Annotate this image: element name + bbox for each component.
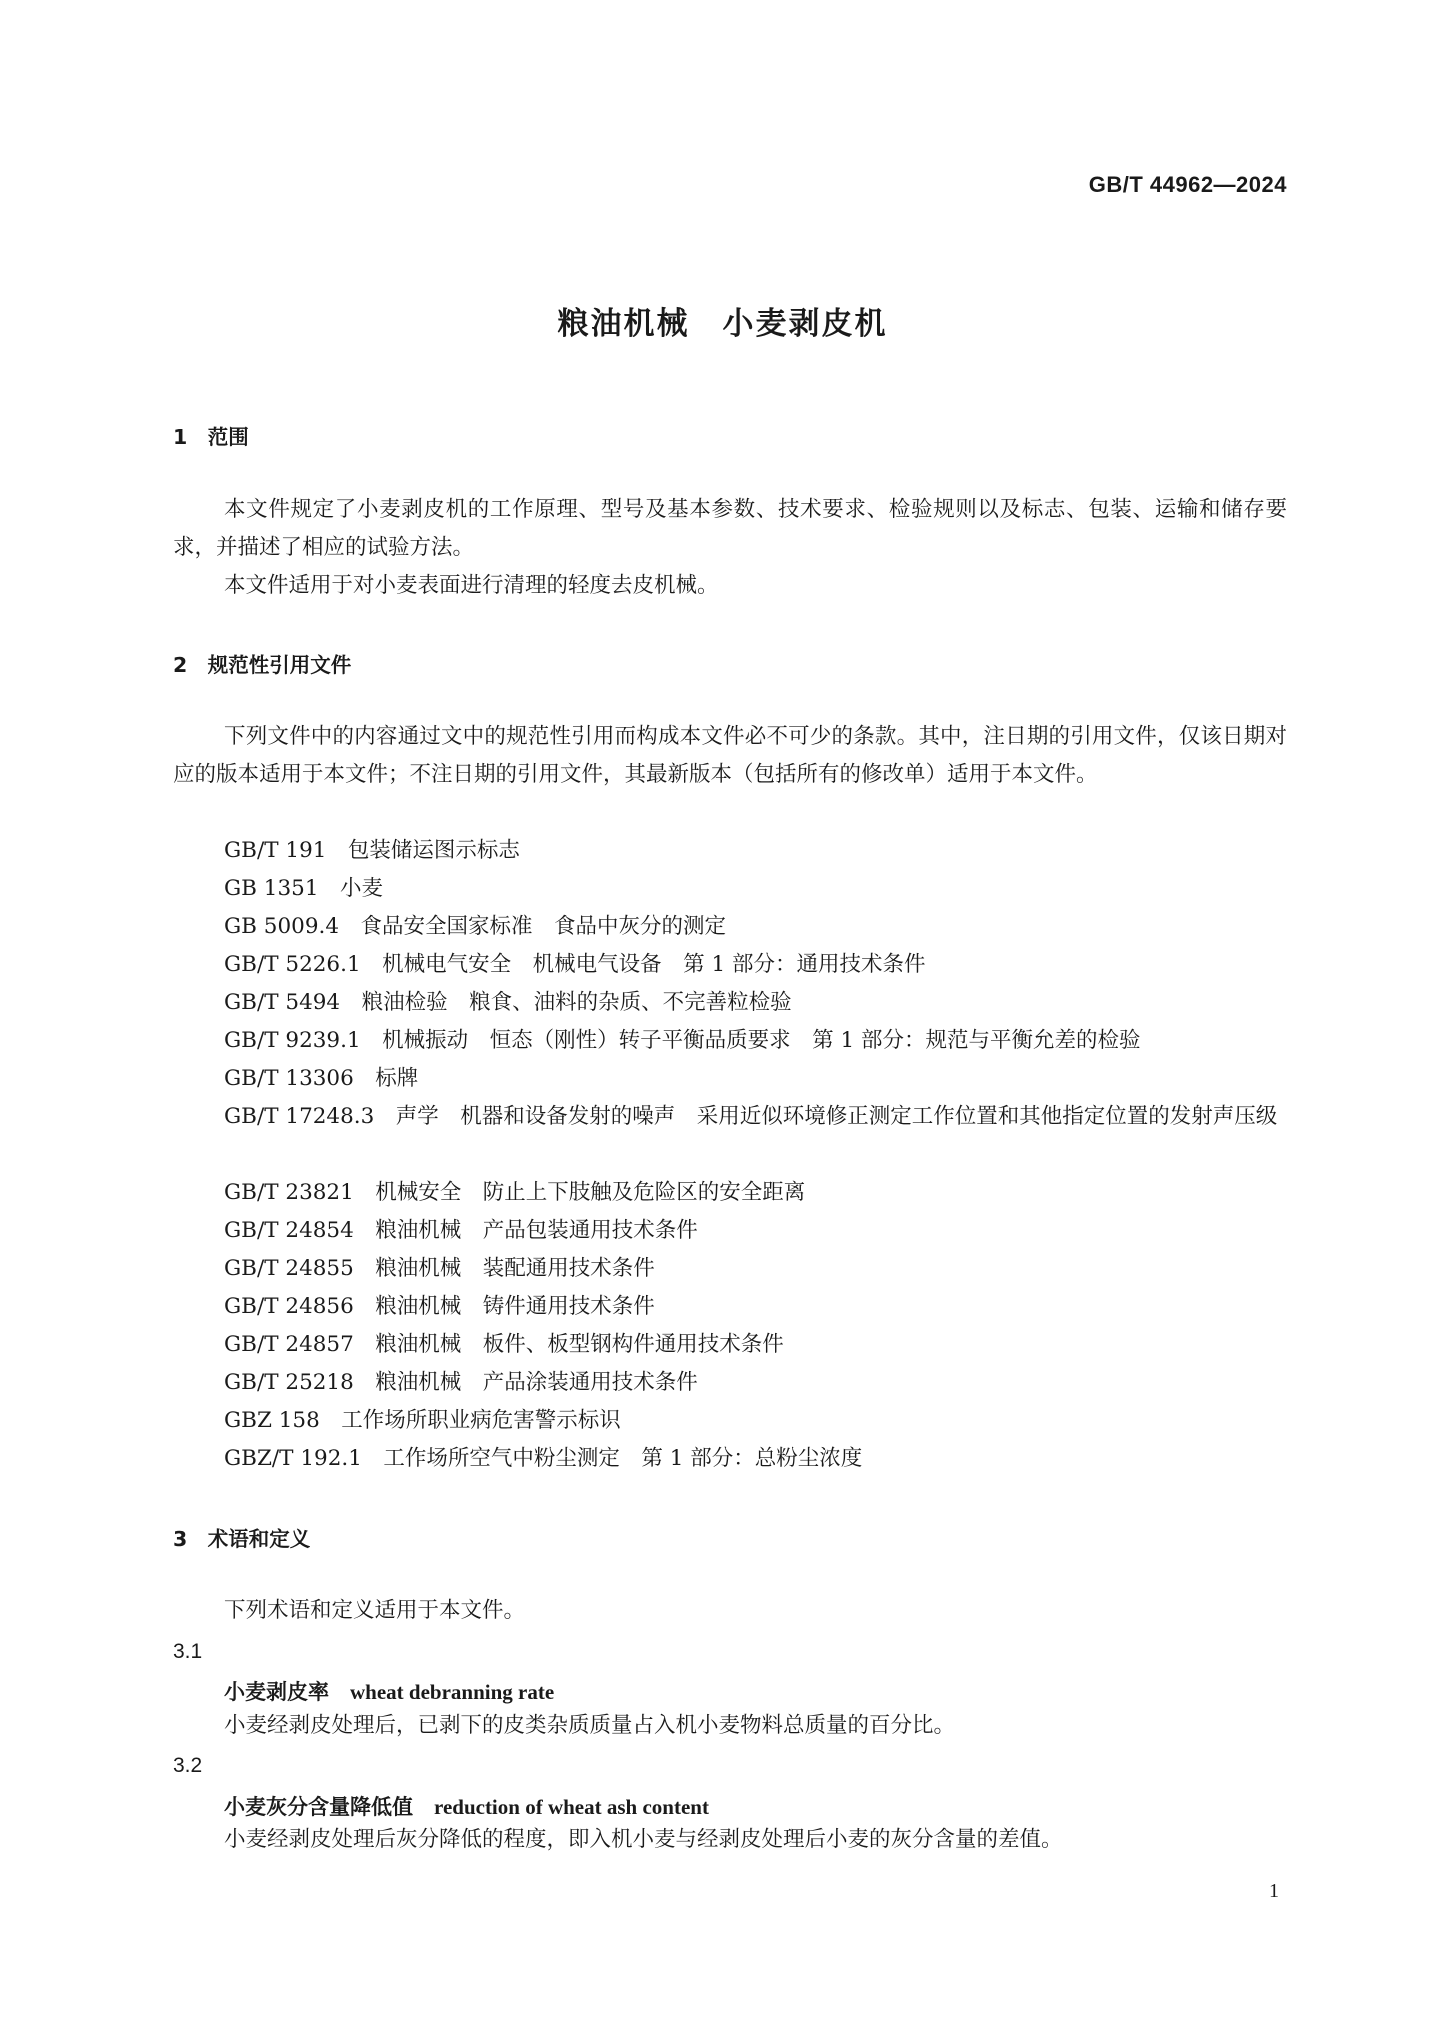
term-name-english: reduction of wheat ash content: [434, 1795, 709, 1819]
reference-item: GB/T 9239.1 机械振动 恒态（刚性）转子平衡品质要求 第 1 部分：规范与平衡允差的检验: [224, 1028, 1141, 1053]
scope-paragraph-2: 本文件适用于对小麦表面进行清理的轻度去皮机械。: [224, 573, 719, 598]
term-definition: 小麦经剥皮处理后灰分降低的程度，即入机小麦与经剥皮处理后小麦的灰分含量的差值。: [224, 1827, 1063, 1852]
scope-paragraph-1: 本文件规定了小麦剥皮机的工作原理、型号及基本参数、技术要求、检验规则以及标志、包装、运输和储存要求，并描述了相应的试验方法。: [173, 497, 1287, 560]
standard-code: GB/T 44962—2024: [1088, 172, 1287, 197]
term-name-english: wheat debranning rate: [350, 1680, 555, 1704]
term-name: [224, 1791, 709, 1821]
terms-intro: 下列术语和定义适用于本文件。: [224, 1598, 526, 1623]
reference-item: GB/T 191 包装储运图示标志: [224, 838, 520, 863]
reference-item: GB/T 13306 标牌: [224, 1066, 419, 1091]
reference-item: GB/T 5226.1 机械电气安全 机械电气设备 第 1 部分：通用技术条件: [224, 952, 926, 977]
reference-item: GBZ/T 192.1 工作场所空气中粉尘测定 第 1 部分：总粉尘浓度: [224, 1446, 863, 1471]
reference-item: GBZ 158 工作场所职业病危害警示标识: [224, 1408, 621, 1433]
normative-references-intro: 下列文件中的内容通过文中的规范性引用而构成本文件必不可少的条款。其中，注日期的引用文件，仅该日期对应的版本适用于本文件；不注日期的引用文件，其最新版本（包括所有的修改单）适用于本文件。: [173, 724, 1287, 787]
term-number: 3.1: [173, 1640, 203, 1663]
reference-item: GB/T 5494 粮油检验 粮食、油料的杂质、不完善粒检验: [224, 990, 792, 1015]
reference-item: GB/T 24854 粮油机械 产品包装通用技术条件: [224, 1218, 698, 1243]
term-definition: 小麦经剥皮处理后，已剥下的皮类杂质质量占入机小麦物料总质量的百分比。: [224, 1713, 956, 1738]
reference-item: GB/T 17248.3 声学 机器和设备发射的噪声 采用近似环境修正测定工作位置和其他指定位置的发射声压级: [224, 1104, 1278, 1129]
term-name: [224, 1676, 554, 1706]
reference-item: GB 1351 小麦: [224, 876, 384, 901]
reference-item: GB/T 23821 机械安全 防止上下肢触及危险区的安全距离: [224, 1180, 806, 1205]
reference-item: GB/T 24855 粮油机械 装配通用技术条件: [224, 1256, 655, 1281]
term-name-chinese: 小麦剥皮率: [224, 1680, 329, 1704]
section-1-heading: 1 范围: [173, 425, 249, 449]
reference-item: GB/T 24856 粮油机械 铸件通用技术条件: [224, 1294, 655, 1319]
term-number: 3.2: [173, 1754, 203, 1777]
section-2-heading: 2 规范性引用文件: [173, 653, 352, 677]
section-3-heading: 3 术语和定义: [173, 1527, 311, 1551]
reference-item: GB/T 25218 粮油机械 产品涂装通用技术条件: [224, 1370, 698, 1395]
page-number: 1: [1269, 1880, 1279, 1902]
document-title: 粮油机械 小麦剥皮机: [557, 306, 888, 342]
reference-item: GB 5009.4 食品安全国家标准 食品中灰分的测定: [224, 914, 727, 939]
reference-item: GB/T 24857 粮油机械 板件、板型钢构件通用技术条件: [224, 1332, 784, 1357]
term-name-chinese: 小麦灰分含量降低值: [224, 1795, 413, 1819]
